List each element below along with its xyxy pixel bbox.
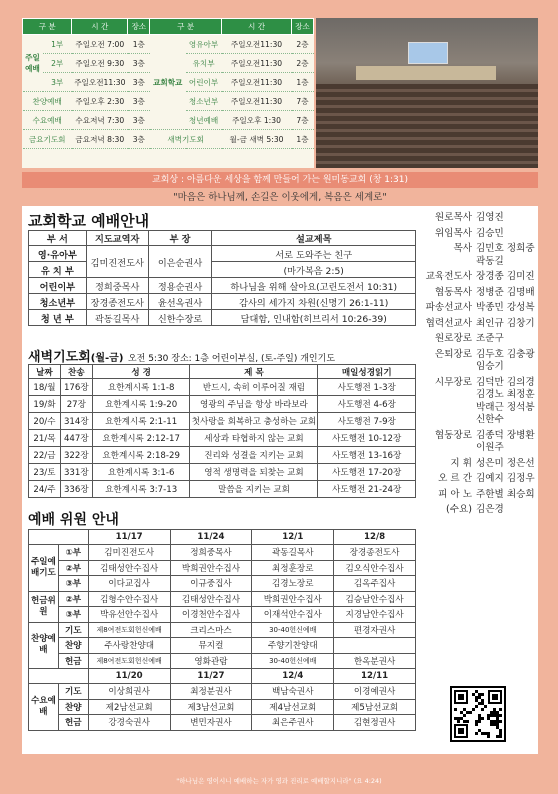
topic-cell: 진리와 성결을 지키는 교회 bbox=[190, 447, 318, 464]
school-table bbox=[28, 230, 416, 326]
staff-names: 정병준 김명배 bbox=[476, 286, 535, 298]
sermon-cell: 하나님을 위해 살아요(고린도전서 10:31) bbox=[212, 278, 416, 294]
service-name: 청년예배 bbox=[186, 111, 222, 130]
col-header: 장소 bbox=[128, 19, 150, 35]
service-place: 3층 bbox=[128, 92, 150, 111]
dept-cell: 어린이부 bbox=[29, 278, 87, 294]
dawn-table bbox=[28, 364, 416, 498]
blank-cell bbox=[29, 669, 89, 684]
head-cell: 신한수장로 bbox=[148, 310, 212, 326]
date-cell: 20/수 bbox=[29, 413, 61, 430]
staff-role: 원로목사 bbox=[434, 212, 472, 223]
staff-role: 협력선교사 bbox=[425, 317, 472, 329]
name-cell: 주사랑찬양대 bbox=[88, 638, 170, 654]
staff-role: 파송선교사 bbox=[425, 302, 472, 313]
name-cell: 제5남선교회 bbox=[334, 699, 416, 715]
name-cell: 30-40헌신예배 bbox=[252, 622, 334, 638]
name-cell: 뮤지컬 bbox=[170, 638, 252, 654]
date-cell: 24/주 bbox=[29, 481, 61, 498]
worship-schedule bbox=[22, 18, 314, 168]
dawn-row bbox=[29, 464, 416, 481]
service-place: 1층 bbox=[128, 35, 150, 54]
name-cell: 강경숙권사 bbox=[88, 715, 170, 731]
service-time: 주일오전11:30 bbox=[72, 73, 128, 92]
date-header: 11/27 bbox=[170, 669, 252, 684]
qr-module bbox=[499, 735, 502, 738]
qr-module bbox=[499, 714, 502, 717]
qr-module bbox=[475, 705, 478, 708]
service-place: 3층 bbox=[128, 73, 150, 92]
scripture-cell: 요한계시록 3:7-13 bbox=[92, 481, 190, 498]
part-label: 헌금 bbox=[58, 715, 88, 731]
staff-row bbox=[420, 377, 536, 427]
qr-module bbox=[472, 708, 475, 711]
scripture-cell: 요한계시록 2:12-17 bbox=[92, 430, 190, 447]
qr-module bbox=[487, 735, 490, 738]
dawn-title-main: 새벽기도회 bbox=[28, 350, 91, 365]
service-place: 7층 bbox=[292, 111, 314, 130]
name-cell: 김옥주집사 bbox=[334, 576, 416, 592]
service-time: 월-금 새벽 5:30 bbox=[222, 130, 292, 149]
staff-names: 장경종 김미진 bbox=[476, 271, 535, 282]
name-cell: 지경남안수집사 bbox=[334, 607, 416, 623]
hymn-cell: 27장 bbox=[60, 396, 92, 413]
pews bbox=[316, 84, 538, 168]
service-name: 1부 bbox=[43, 35, 72, 54]
col-header: 부 서 bbox=[29, 231, 87, 246]
name-cell: 이규중집사 bbox=[170, 576, 252, 592]
topic-cell: 영적 생명력을 되찾는 교회 bbox=[190, 464, 318, 481]
church-motto-banner: 교회상 : 아름다운 세상을 함께 만들어 가는 원미동교회 (창 1:31) bbox=[22, 172, 538, 188]
staff-names: 최인규 김창기 bbox=[476, 317, 535, 329]
name-cell: 이경천안수집사 bbox=[170, 607, 252, 623]
part-label: 기도 bbox=[58, 684, 88, 700]
name-cell bbox=[334, 638, 416, 654]
name-cell: 최정분권사 bbox=[170, 684, 252, 700]
dawn-row bbox=[29, 396, 416, 413]
committee-row bbox=[29, 607, 416, 623]
projection-screen bbox=[408, 42, 448, 64]
qr-code[interactable] bbox=[450, 686, 506, 742]
qr-module bbox=[481, 708, 484, 711]
committee-row bbox=[29, 545, 416, 561]
name-cell: 최은주권사 bbox=[252, 715, 334, 731]
col-header: 성 경 bbox=[92, 365, 190, 379]
qr-module bbox=[457, 720, 460, 723]
name-cell: 박유선안수집사 bbox=[88, 607, 170, 623]
col-header: 구 분 bbox=[23, 19, 72, 35]
staff-names: 김예지 김정우 bbox=[476, 473, 535, 484]
hymn-cell: 176장 bbox=[60, 379, 92, 396]
staff-row bbox=[420, 243, 536, 268]
staff-role: 시무장로 bbox=[434, 376, 472, 388]
committee-row bbox=[29, 576, 416, 592]
scripture-cell: 요한계시록 2:1-11 bbox=[92, 413, 190, 430]
staff-role: 피 아 노 bbox=[438, 488, 472, 500]
committee-row bbox=[29, 622, 416, 638]
teacher-cell: 장경종전도사 bbox=[86, 294, 148, 310]
committee-row bbox=[29, 560, 416, 576]
hymn-cell: 322장 bbox=[60, 447, 92, 464]
date-cell: 22/금 bbox=[29, 447, 61, 464]
group-label: 찬양예배 bbox=[29, 622, 59, 669]
service-place: 2층 bbox=[292, 35, 314, 54]
name-cell: 김승남안수집사 bbox=[334, 591, 416, 607]
group-label: 주일예배 bbox=[23, 35, 43, 92]
qr-module bbox=[492, 694, 498, 700]
service-place: 3층 bbox=[128, 130, 150, 149]
col-header: 구 분 bbox=[150, 19, 222, 35]
name-cell: 이상희권사 bbox=[88, 684, 170, 700]
staff-names: 김영진 bbox=[476, 212, 504, 223]
staff-row bbox=[420, 458, 536, 471]
qr-module bbox=[475, 723, 478, 726]
staff-row bbox=[420, 318, 536, 331]
sanctuary-photo bbox=[316, 18, 538, 168]
staff-row bbox=[420, 287, 536, 300]
committee-row bbox=[29, 653, 416, 669]
service-place: 3층 bbox=[128, 111, 150, 130]
name-cell: 김현정권사 bbox=[334, 715, 416, 731]
part-label: ③부 bbox=[58, 607, 88, 623]
group-label: 수요예배 bbox=[29, 684, 59, 731]
head-cell: 윤선옥권사 bbox=[148, 294, 212, 310]
service-name: 청소년부 bbox=[186, 92, 222, 111]
name-cell: 30-40헌신예배 bbox=[252, 653, 334, 669]
col-header: 시 간 bbox=[222, 19, 292, 35]
scripture-cell: 요한계시록 3:1-6 bbox=[92, 464, 190, 481]
staff-role: 오 르 간 bbox=[438, 473, 472, 484]
service-time: 수요저녁 7:30 bbox=[72, 111, 128, 130]
service-time: 주일오전11:30 bbox=[222, 73, 292, 92]
name-cell: 제3남선교회 bbox=[170, 699, 252, 715]
sermon-cell: 감사의 세가지 차원(신명기 26:1-11) bbox=[212, 294, 416, 310]
date-header: 12/4 bbox=[252, 669, 334, 684]
name-cell: 백남숙권사 bbox=[252, 684, 334, 700]
staff-names: 박종민 강성복 bbox=[476, 302, 535, 313]
staff-names: 김은경 bbox=[476, 504, 504, 515]
teacher-cell: 정희중목사 bbox=[86, 278, 148, 294]
staff-role: 위임목사 bbox=[434, 227, 472, 239]
staff-names: 김종덕 장병환 이원주 bbox=[476, 429, 535, 453]
staff-directory bbox=[420, 212, 536, 520]
stage bbox=[356, 66, 496, 80]
qr-module bbox=[481, 693, 484, 696]
qr-module bbox=[499, 720, 502, 723]
part-label: 헌금 bbox=[58, 653, 88, 669]
service-name: 3부 bbox=[43, 73, 72, 92]
name-cell: 편경자권사 bbox=[334, 622, 416, 638]
name-cell: 장경종전도사 bbox=[334, 545, 416, 561]
staff-role: 지 휘 bbox=[450, 457, 472, 469]
staff-row bbox=[420, 228, 536, 241]
date-cell: 23/토 bbox=[29, 464, 61, 481]
staff-names: 성은미 정은선 bbox=[476, 457, 535, 469]
name-cell: 제4남선교회 bbox=[252, 699, 334, 715]
name-cell: 곽동길목사 bbox=[252, 545, 334, 561]
service-name: 영유아부 bbox=[186, 35, 222, 54]
scripture-cell: 요한계시록 1:1-8 bbox=[92, 379, 190, 396]
service-name: 새벽기도회 bbox=[150, 130, 222, 149]
name-cell: 한옥분권사 bbox=[334, 653, 416, 669]
blank-cell bbox=[29, 530, 89, 545]
name-cell: 박희권안수집사 bbox=[170, 560, 252, 576]
staff-row bbox=[420, 489, 536, 502]
service-time: 주일오전 9:30 bbox=[72, 54, 128, 73]
part-label: 기도 bbox=[58, 622, 88, 638]
date-header: 12/1 bbox=[252, 530, 334, 545]
worship-title: 예배 위원 안내 bbox=[28, 512, 119, 528]
qr-module bbox=[469, 711, 472, 714]
part-label: ②부 bbox=[58, 591, 88, 607]
date-row bbox=[29, 530, 416, 545]
school-title: 교회학교 예배안내 bbox=[28, 212, 150, 230]
qr-module bbox=[484, 705, 487, 708]
reading-cell: 사도행전 1-3장 bbox=[318, 379, 416, 396]
name-cell: 정희중목사 bbox=[170, 545, 252, 561]
service-time: 금요저녁 8:30 bbox=[72, 130, 128, 149]
head-cell: 이은순권사 bbox=[148, 246, 212, 278]
scripture-cell: 요한계시록 1:9-20 bbox=[92, 396, 190, 413]
date-header: 11/24 bbox=[170, 530, 252, 545]
topic-cell: 영광의 주님을 항상 바라보라 bbox=[190, 396, 318, 413]
name-cell: 제2남선교회 bbox=[88, 699, 170, 715]
staff-row bbox=[420, 212, 536, 225]
part-label: ①부 bbox=[58, 545, 88, 561]
name-cell: 최정훈장로 bbox=[252, 560, 334, 576]
bulletin-content bbox=[22, 206, 538, 754]
staff-role: 원로장로 bbox=[434, 333, 472, 344]
reading-cell: 사도행전 7-9장 bbox=[318, 413, 416, 430]
staff-names: 주한별 최승희 bbox=[476, 488, 535, 500]
committee-row bbox=[29, 715, 416, 731]
name-cell: 영화관람 bbox=[170, 653, 252, 669]
staff-role: 목사 bbox=[453, 243, 472, 254]
staff-names: 김덕만 김의경 김경노 최정훈 박래근 정석봉 신한수 bbox=[476, 376, 535, 425]
name-cell: 김형수안수집사 bbox=[88, 591, 170, 607]
dawn-row bbox=[29, 447, 416, 464]
qr-module bbox=[475, 732, 478, 735]
name-cell: 크리스마스 bbox=[170, 622, 252, 638]
staff-role: 교육전도사 bbox=[425, 271, 472, 282]
group-label: 헌금위원 bbox=[29, 591, 59, 622]
dawn-title bbox=[28, 346, 335, 365]
qr-module bbox=[463, 714, 466, 717]
dawn-title-sub: (월-금) bbox=[90, 353, 124, 364]
committee-row bbox=[29, 684, 416, 700]
service-place: 1층 bbox=[292, 130, 314, 149]
col-header: 장소 bbox=[292, 19, 314, 35]
reading-cell: 사도행전 21-24장 bbox=[318, 481, 416, 498]
name-cell: 김경노장로 bbox=[252, 576, 334, 592]
staff-names: 김두호 김충광 임승기 bbox=[476, 348, 535, 372]
sermon-cell: (마가복음 2:5) bbox=[212, 262, 416, 278]
sermon-cell: 담대함, 인내함(히브리서 10:26-39) bbox=[212, 310, 416, 326]
group-label: 교회학교 bbox=[150, 35, 186, 130]
dept-cell: 영·유아부 bbox=[29, 246, 87, 262]
service-name: 찬양예배 bbox=[23, 92, 72, 111]
staff-row bbox=[420, 430, 536, 455]
teacher-cell: 곽동길목사 bbox=[86, 310, 148, 326]
qr-module bbox=[499, 708, 502, 711]
sermon-cell: 서로 도와주는 친구 bbox=[212, 246, 416, 262]
reading-cell: 사도행전 4-6장 bbox=[318, 396, 416, 413]
col-header: 설교제목 bbox=[212, 231, 416, 246]
reading-cell: 사도행전 13-16장 bbox=[318, 447, 416, 464]
col-header: 매일성경읽기 bbox=[318, 365, 416, 379]
topic-cell: 말씀을 지키는 교회 bbox=[190, 481, 318, 498]
service-name: 금요기도회 bbox=[23, 130, 72, 149]
service-time: 주일오전11:30 bbox=[222, 35, 292, 54]
topic-cell: 첫사랑을 회복하고 충성하는 교회 bbox=[190, 413, 318, 430]
name-cell: 이재석안수집사 bbox=[252, 607, 334, 623]
staff-names: 김승민 bbox=[476, 227, 504, 239]
dawn-info: 오전 5:30 장소: 1층 어린이부실, (토-주일) 개인기도 bbox=[127, 354, 336, 364]
service-place: 2층 bbox=[292, 54, 314, 73]
service-place: 3층 bbox=[128, 54, 150, 73]
dept-cell: 청 년 부 bbox=[29, 310, 87, 326]
staff-row bbox=[420, 271, 536, 284]
date-cell: 18/월 bbox=[29, 379, 61, 396]
service-name: 수요예배 bbox=[23, 111, 72, 130]
qr-module bbox=[458, 728, 464, 734]
qr-module bbox=[466, 720, 469, 723]
date-header: 12/8 bbox=[334, 530, 416, 545]
qr-module bbox=[481, 717, 484, 720]
qr-module bbox=[458, 694, 464, 700]
name-cell: 이다교집사 bbox=[88, 576, 170, 592]
col-header: 제 목 bbox=[190, 365, 318, 379]
church-slogan: "마음은 하나님께, 손길은 이웃에게, 복음은 세계로" bbox=[173, 192, 387, 203]
committee-row bbox=[29, 638, 416, 654]
dept-cell: 유 치 부 bbox=[29, 262, 87, 278]
date-cell: 21/목 bbox=[29, 430, 61, 447]
hymn-cell: 314장 bbox=[60, 413, 92, 430]
service-place: 7층 bbox=[292, 92, 314, 111]
dept-cell: 청소년부 bbox=[29, 294, 87, 310]
head-cell: 정용순권사 bbox=[148, 278, 212, 294]
topic-cell: 세상과 타협하지 않는 교회 bbox=[190, 430, 318, 447]
schedule-row bbox=[23, 130, 314, 149]
worship-committee-table bbox=[28, 529, 416, 731]
service-time: 주일오전 7:00 bbox=[72, 35, 128, 54]
staff-row bbox=[420, 473, 536, 486]
topic-cell: 반드시, 속히 이루어질 재림 bbox=[190, 379, 318, 396]
service-time: 주일오후 2:30 bbox=[72, 92, 128, 111]
service-time: 주일오전11:30 bbox=[222, 54, 292, 73]
part-label: ③부 bbox=[58, 576, 88, 592]
col-header: 찬송 bbox=[60, 365, 92, 379]
name-cell: 김태성안수집사 bbox=[170, 591, 252, 607]
part-label: 찬양 bbox=[58, 699, 88, 715]
staff-role: (수요) bbox=[445, 504, 472, 515]
reading-cell: 사도행전 10-12장 bbox=[318, 430, 416, 447]
staff-row bbox=[420, 302, 536, 315]
col-header: 부 장 bbox=[148, 231, 212, 246]
staff-role: 협동장로 bbox=[434, 429, 472, 441]
name-cell: 제8여전도회헌신예배 bbox=[88, 653, 170, 669]
teacher-cell: 김미진전도사 bbox=[86, 246, 148, 278]
name-cell: 주향기찬양대 bbox=[252, 638, 334, 654]
hymn-cell: 331장 bbox=[60, 464, 92, 481]
staff-names: 조준구 bbox=[476, 333, 504, 344]
staff-row bbox=[420, 333, 536, 346]
service-time: 주일오전11:30 bbox=[222, 92, 292, 111]
schedule-table bbox=[22, 18, 314, 149]
hymn-cell: 447장 bbox=[60, 430, 92, 447]
staff-role: 협동목사 bbox=[434, 286, 472, 298]
name-cell: 김오식안수집사 bbox=[334, 560, 416, 576]
dawn-row bbox=[29, 481, 416, 498]
service-name: 유치부 bbox=[186, 54, 222, 73]
name-cell: 박희권안수집사 bbox=[252, 591, 334, 607]
name-cell: 변민자권사 bbox=[170, 715, 252, 731]
hymn-cell: 336장 bbox=[60, 481, 92, 498]
date-row bbox=[29, 669, 416, 684]
staff-names: 김민호 정희중 곽동길 bbox=[476, 243, 535, 267]
name-cell: 김태성안수집사 bbox=[88, 560, 170, 576]
scripture-cell: 요한계시록 2:18-29 bbox=[92, 447, 190, 464]
staff-role: 은퇴장로 bbox=[434, 348, 472, 360]
service-place: 1층 bbox=[292, 73, 314, 92]
committee-row bbox=[29, 699, 416, 715]
service-time: 주일오후 1:30 bbox=[222, 111, 292, 130]
name-cell: 김미진전도사 bbox=[88, 545, 170, 561]
part-label: 찬양 bbox=[58, 638, 88, 654]
qr-module bbox=[454, 708, 457, 711]
col-header: 지도교역자 bbox=[86, 231, 148, 246]
staff-row bbox=[420, 349, 536, 374]
service-name: 어린이부 bbox=[186, 73, 222, 92]
dawn-row bbox=[29, 413, 416, 430]
col-header: 시 간 bbox=[72, 19, 128, 35]
part-label: ②부 bbox=[58, 560, 88, 576]
date-cell: 19/화 bbox=[29, 396, 61, 413]
staff-row bbox=[420, 504, 536, 517]
committee-row bbox=[29, 591, 416, 607]
date-header: 11/20 bbox=[88, 669, 170, 684]
col-header: 날짜 bbox=[29, 365, 61, 379]
date-header: 12/11 bbox=[334, 669, 416, 684]
date-header: 11/17 bbox=[88, 530, 170, 545]
footer-verse: "하나님은 영이시니 예배하는 자가 영과 진리로 예배할지니라" (요 4:24) bbox=[176, 777, 382, 785]
dawn-row bbox=[29, 430, 416, 447]
group-label: 주일예배기도 bbox=[29, 545, 59, 592]
reading-cell: 사도행전 17-20장 bbox=[318, 464, 416, 481]
dawn-row bbox=[29, 379, 416, 396]
qr-module bbox=[478, 720, 481, 723]
service-name: 2부 bbox=[43, 54, 72, 73]
name-cell: 이경예권사 bbox=[334, 684, 416, 700]
schedule-row bbox=[23, 35, 314, 54]
name-cell: 제8여전도회헌신예배 bbox=[88, 622, 170, 638]
